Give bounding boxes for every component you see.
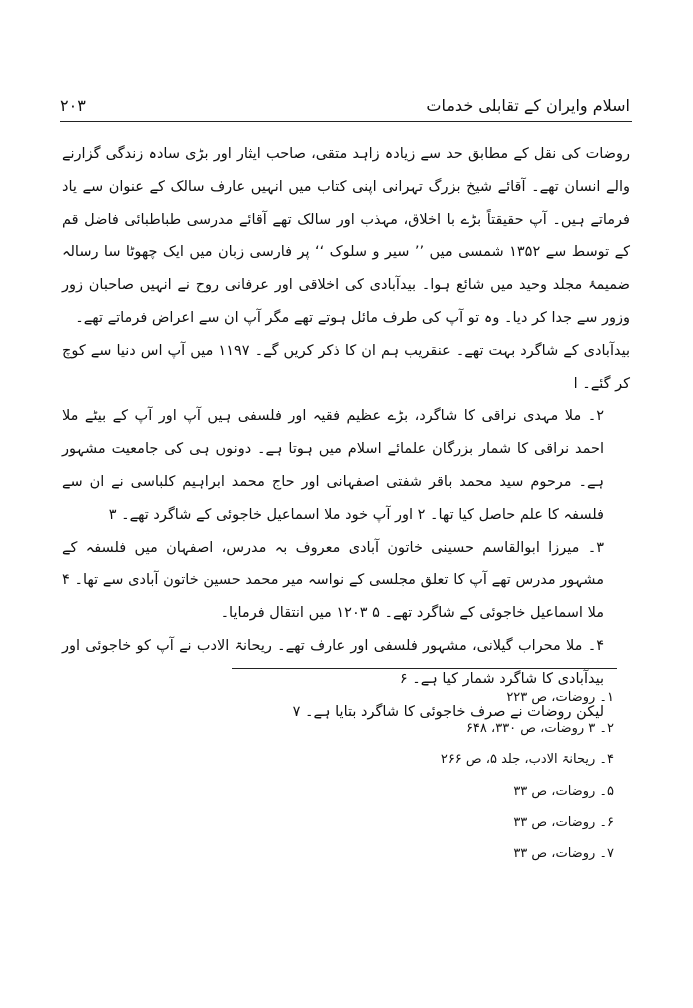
running-title: اسلام وایران کے تقابلی خدمات	[426, 96, 630, 115]
paragraph-mulla-mihrab-gilani: ۴۔ ملا محراب گیلانی، مشہور فلسفی اور عارف تھے۔ ریحانۃ الادب نے آپ کو خاجوئی اور بیدآبادی کا شاگرد شمار کیا ہے۔ ۶	[62, 637, 604, 687]
footnote: ۱۔ روضات، ص ۲۲۳	[506, 690, 614, 705]
footnote: ۴۔ ریحانۃ الادب، جلد ۵، ص ۲۶۶	[440, 752, 614, 768]
footnote: ۷۔ روضات، ص ۳۳	[513, 845, 614, 861]
footnote: ۶۔ روضات، ص ۳۳	[513, 814, 614, 830]
paragraph-bidabadi: روضات کی نقل کے مطابق حد سے زیادہ زاہد متقی، صاحب ایثار اور بڑی سادہ زندگی گزارنے والے انسان تھے۔ آقائے شیخ بزرگ تہرانی اپنی کتاب میں انہیں عارف سالک کے عنوان سے یاد فرماتے ہیں۔ آپ حقیقتاً بڑے با اخلاق، مہذب اور سالک تھے آقائے مدرسی طباطبائی فاضل قم کے توسط سے ۱۳۵۲ شمسی میں ’’ سیر و سلوک ‘‘ پر فارسی زبان میں ایک چھوٹا سا رسالہ ضمیمۂ مجلد وحید میں شائع ہوا۔ بیدآبادی کی اخلاقی اور عرفانی روح نے انہیں صاحبان زور وزور سے جدا کر دیا۔ وہ تو آپ کی طرف مائل ہوتے تھے مگر آپ ان سے اعراض فرماتے تھے۔	[62, 146, 630, 326]
footnotes	[232, 682, 614, 869]
footnote: ۲۔ ۳ روضات، ص ۳۳۰، ۶۴۸	[465, 721, 614, 737]
body-text	[62, 138, 630, 728]
paragraph-mulla-mahdi-naraqi: ۲۔ ملا مہدی نراقی کا شاگرد، بڑے عظیم فقیہ اور فلسفی ہیں آپ اور آپ کے بیٹے ملا احمد نراقی کا شمار بزرگان علمائے اسلام میں ہوتا ہے۔ دونوں ہی کی جامعیت مشہور ہے۔ مرحوم سید محمد باقر شفتی اصفہانی اور حاج محمد ابراہیم کلباسی نے ان سے فلسفہ کا علم حاصل کیا تھا۔ ۲ اور آپ خود ملا اسماعیل خاجوئی کے شاگرد تھے۔ ۳	[62, 408, 604, 523]
page-header	[60, 92, 630, 122]
page-number: ۲۰۳	[60, 96, 86, 115]
footnote: ۵۔ روضات، ص ۳۳	[513, 783, 614, 799]
paragraph-mirza-abulqasim: ۳۔ میرزا ابوالقاسم حسینی خاتون آبادی معروف بہ مدرس، اصفہان میں فلسفہ کے مشہور مدرس تھے آپ کا تعلق مجلسی کے نواسہ میر محمد حسین خاتون آبادی سے تھا۔ ۴ ملا اسماعیل خاجوئی کے شاگرد تھے۔ ۵ ۱۲۰۳ میں انتقال فرمایا۔	[62, 539, 604, 622]
paragraph-rawdat-note: لیکن روضات نے صرف خاجوئی کا شاگرد بتایا ہے۔ ۷	[292, 703, 604, 720]
paragraph-bidabadi-students: بیدآبادی کے شاگرد بہت تھے۔ عنقریب ہم ان کا ذکر کریں گے۔ ۱۱۹۷ میں آپ اس دنیا سے کوچ کر گئے۔ ا	[62, 342, 630, 392]
header-rule	[60, 121, 632, 122]
footnote-rule	[232, 668, 617, 669]
